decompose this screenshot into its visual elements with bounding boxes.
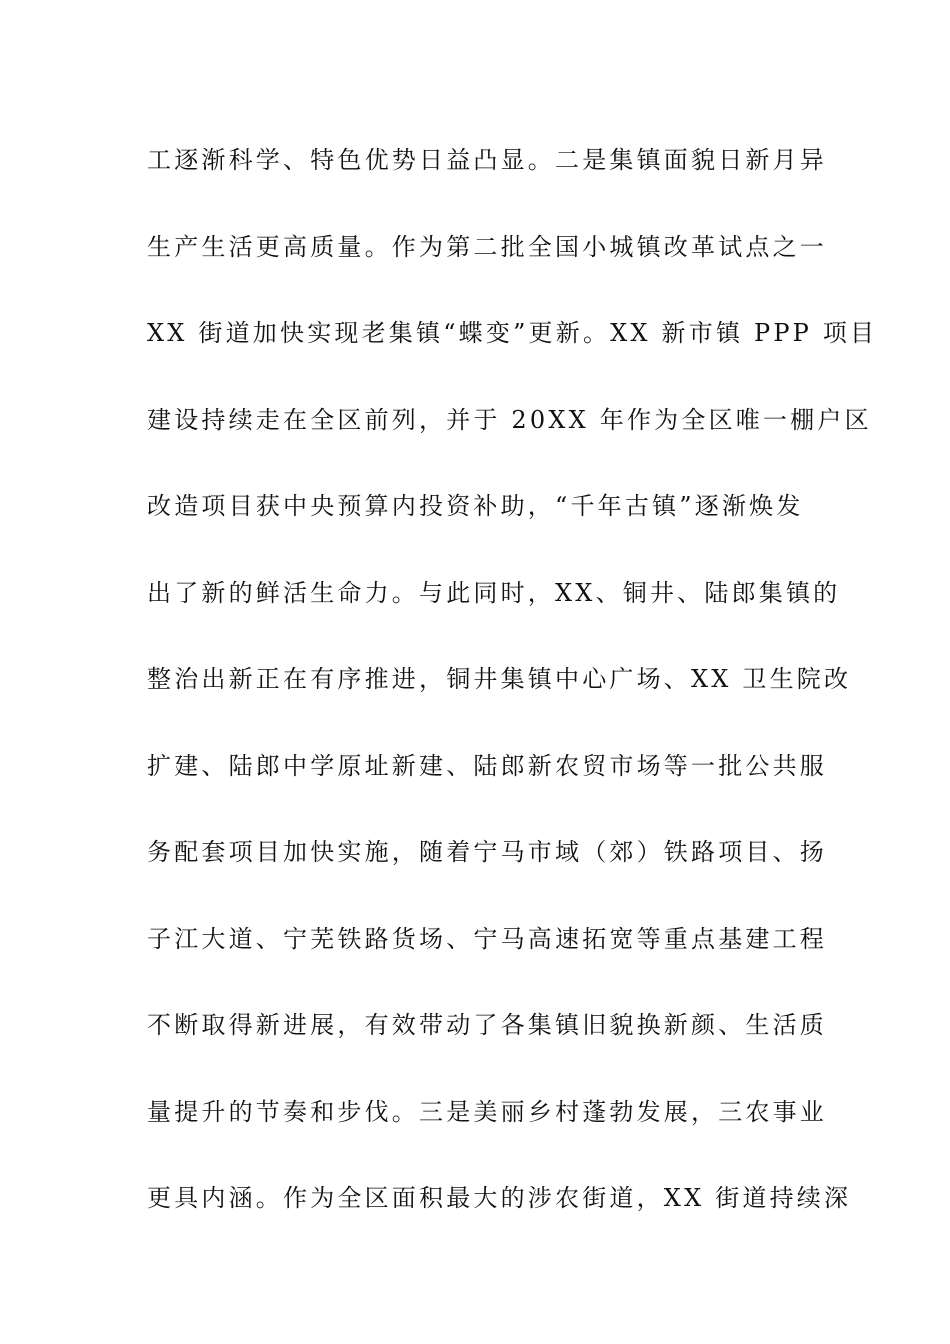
text-line: XX 街道加快实现老集镇“蝶变”更新。XX 新市镇 PPP 项目 [147, 319, 878, 347]
text-line: 子江大道、宁芜铁路货场、宁马高速拓宽等重点基建工程 [147, 924, 827, 953]
text-line: 更具内涵。作为全区面积最大的涉农街道，XX 街道持续深 [147, 1184, 852, 1212]
text-line: 改造项目获中央预算内投资补助，“千年古镇”逐渐焕发 [147, 492, 804, 520]
text-line: 扩建、陆郎中学原址新建、陆郎新农贸市场等一批公共服 [147, 751, 827, 780]
body-paragraph [147, 138, 878, 1263]
text-line: 量提升的节奏和步伐。三是美丽乡村蓬勃发展，三农事业 [147, 1097, 827, 1126]
text-line: 工逐渐科学、特色优势日益凸显。二是集镇面貌日新月异 [147, 146, 827, 174]
text-line: 建设持续走在全区前列，并于 20XX 年作为全区唯一棚户区 [147, 405, 872, 434]
text-line: 生产生活更高质量。作为第二批全国小城镇改革试点之一 [147, 232, 827, 261]
text-line: 整治出新正在有序推进，铜井集镇中心广场、XX 卫生院改 [147, 665, 852, 693]
text-line: 不断取得新进展，有效带动了各集镇旧貌换新颜、生活质 [147, 1011, 827, 1039]
text-line: 务配套项目加快实施，随着宁马市域（郊）铁路项目、扬 [147, 838, 827, 866]
text-line: 出了新的鲜活生命力。与此同时，XX、铜井、陆郎集镇的 [147, 578, 841, 607]
